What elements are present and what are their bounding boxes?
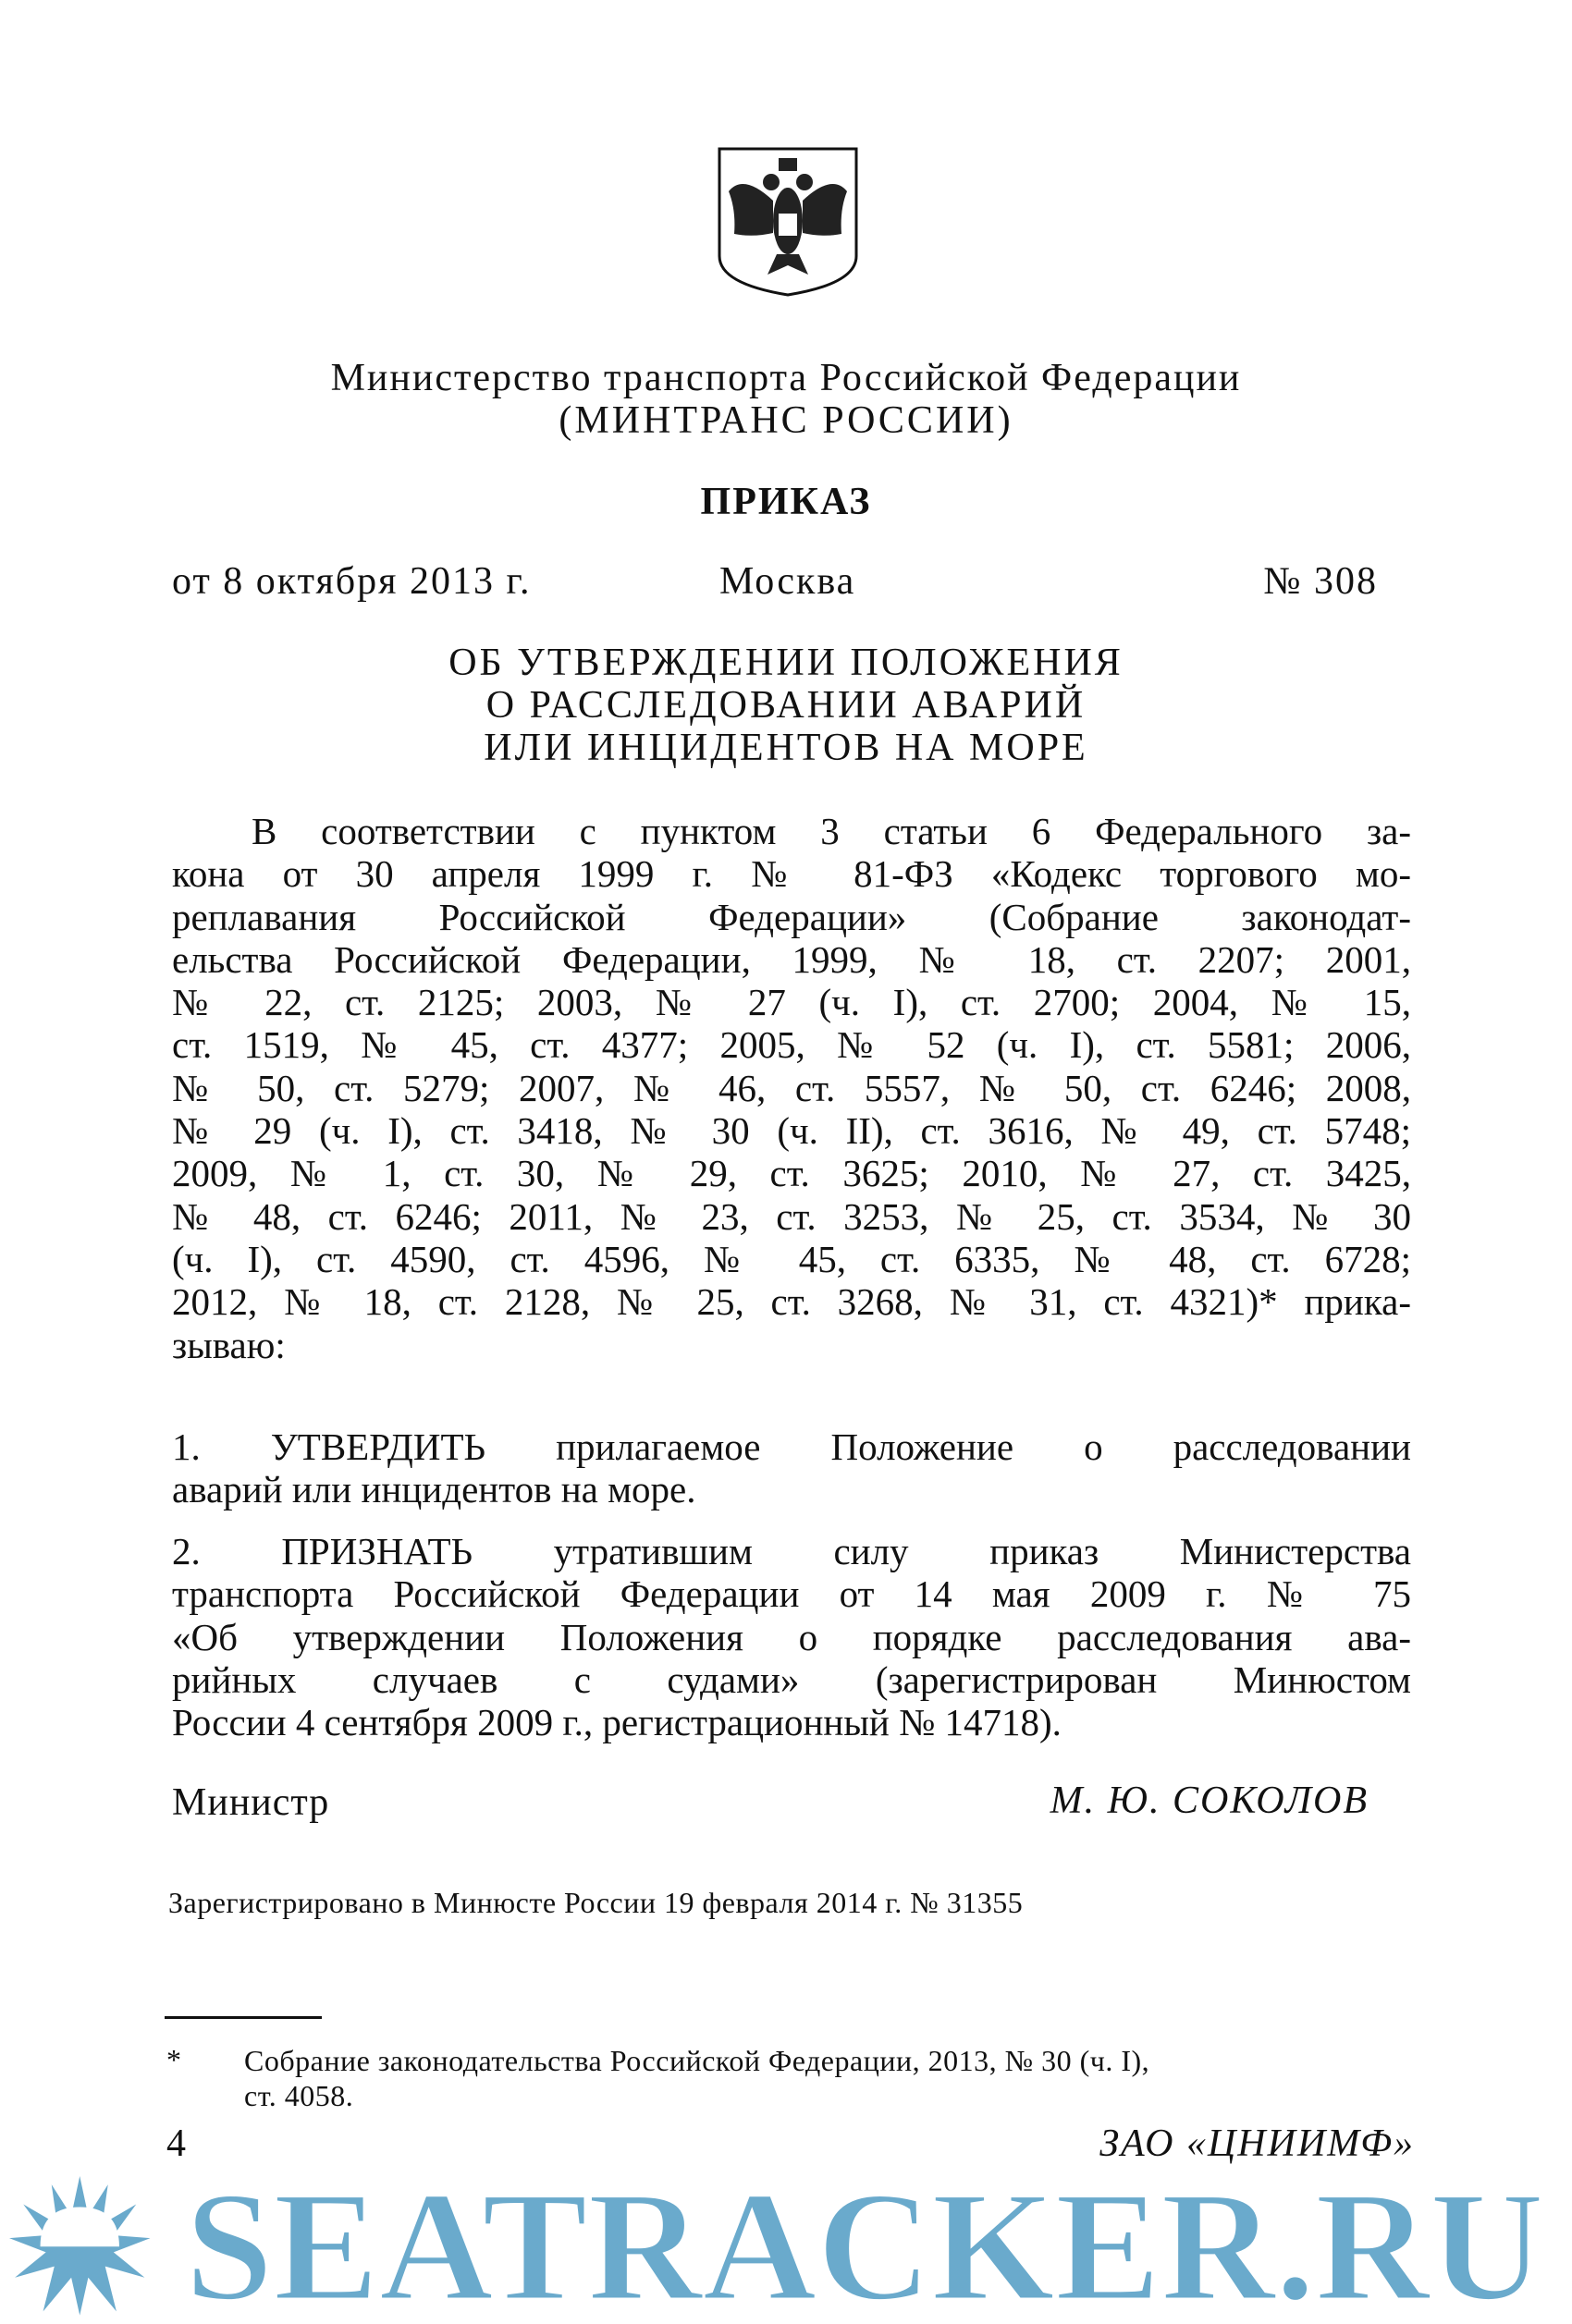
preamble-paragraph bbox=[172, 810, 1411, 1366]
watermark-text: SEATRACKER.RU bbox=[185, 2174, 1544, 2319]
text-line: 2. ПРИЗНАТЬ утратившим силу приказ Министерства bbox=[172, 1530, 1411, 1572]
order-title-line: ОБ УТВЕРЖДЕНИИ ПОЛОЖЕНИЯ bbox=[448, 642, 1124, 684]
text-line: ельства Российской Федерации, 1999, № 18, ст. 2207; 2001, bbox=[172, 937, 1411, 981]
order-number: № 308 bbox=[1263, 560, 1378, 603]
text-line: № 50, ст. 5279; 2007, № 46, ст. 5557, № 50, ст. 6246; 2008, bbox=[172, 1066, 1411, 1109]
text-line: № 29 (ч. I), ст. 3418, № 30 (ч. II), ст. 3616, № 49, ст. 5748; bbox=[172, 1109, 1411, 1153]
text-line: В соответствии с пунктом 3 статьи 6 Федерального за- bbox=[252, 810, 1411, 852]
seatracker-watermark bbox=[0, 2174, 1572, 2319]
order-city: Москва bbox=[719, 560, 856, 603]
sun-icon bbox=[9, 2176, 151, 2316]
footnote-mark: * bbox=[166, 2043, 182, 2076]
text-line: «Об утверждении Положения о порядке расследования ава- bbox=[172, 1615, 1411, 1658]
order-title-line: ИЛИ ИНЦИДЕНТОВ НА МОРЕ bbox=[484, 727, 1088, 769]
text-line: кона от 30 апреля 1999 г. № 81-ФЗ «Кодекс торгового мо- bbox=[172, 852, 1411, 896]
footnote-text bbox=[244, 2043, 1149, 2113]
signature-position: Министр bbox=[172, 1781, 330, 1824]
text-line: рийных случаев с судами» (зарегистрирован Минюстом bbox=[172, 1657, 1411, 1701]
text-line: России 4 сентября 2009 г., регистрационный № 14718). bbox=[172, 1701, 1062, 1744]
order-item-1 bbox=[172, 1425, 1411, 1511]
text-line: зываю: bbox=[172, 1323, 286, 1366]
text-line: ст. 4058. bbox=[244, 2079, 354, 2112]
text-line: реплавания Российской Федерации» (Собрание законодат- bbox=[172, 895, 1411, 938]
ministry-name: Министерство транспорта Российской Федерации bbox=[330, 357, 1242, 399]
text-line: (ч. I), ст. 4590, ст. 4596, № 45, ст. 6335, № 48, ст. 6728; bbox=[172, 1237, 1411, 1280]
coat-of-arms-emblem bbox=[716, 145, 860, 299]
signature-name: М. Ю. СОКОЛОВ bbox=[1050, 1780, 1369, 1822]
text-line: транспорта Российской Федерации от 14 мая 2009 г. № 75 bbox=[172, 1572, 1411, 1616]
text-line: 1. УТВЕРДИТЬ прилагаемое Положение о расследовании bbox=[172, 1425, 1411, 1468]
footnote-divider bbox=[165, 2016, 322, 2019]
registration-note: Зарегистрировано в Минюсте России 19 февраля 2014 г. № 31355 bbox=[168, 1886, 1024, 1919]
order-title-line: О РАССЛЕДОВАНИИ АВАРИЙ bbox=[485, 684, 1087, 727]
text-line: 2009, № 1, ст. 30, № 29, ст. 3625; 2010, № 27, ст. 3425, bbox=[172, 1152, 1411, 1195]
text-line: № 48, ст. 6246; 2011, № 23, ст. 3253, № 25, ст. 3534, № 30 bbox=[172, 1194, 1411, 1238]
text-line: ст. 1519, № 45, ст. 4377; 2005, № 52 (ч. I), ст. 5581; 2006, bbox=[172, 1023, 1411, 1067]
order-item-2 bbox=[172, 1530, 1411, 1743]
text-line: 2012, № 18, ст. 2128, № 25, ст. 3268, № 31, ст. 4321)* прика- bbox=[172, 1280, 1411, 1324]
text-line: аварий или инцидентов на море. bbox=[172, 1468, 696, 1511]
order-date: от 8 октября 2013 г. bbox=[172, 560, 532, 603]
text-line: № 22, ст. 2125; 2003, № 27 (ч. I), ст. 2700; 2004, № 15, bbox=[172, 981, 1411, 1024]
document-type: ПРИКАЗ bbox=[700, 481, 872, 523]
page-number: 4 bbox=[166, 2122, 188, 2165]
publisher: ЗАО «ЦНИИМФ» bbox=[1099, 2122, 1415, 2165]
ministry-short-name: (МИНТРАНС РОССИИ) bbox=[559, 399, 1013, 442]
text-line: Собрание законодательства Российской Федерации, 2013, № 30 (ч. I), bbox=[244, 2044, 1150, 2077]
